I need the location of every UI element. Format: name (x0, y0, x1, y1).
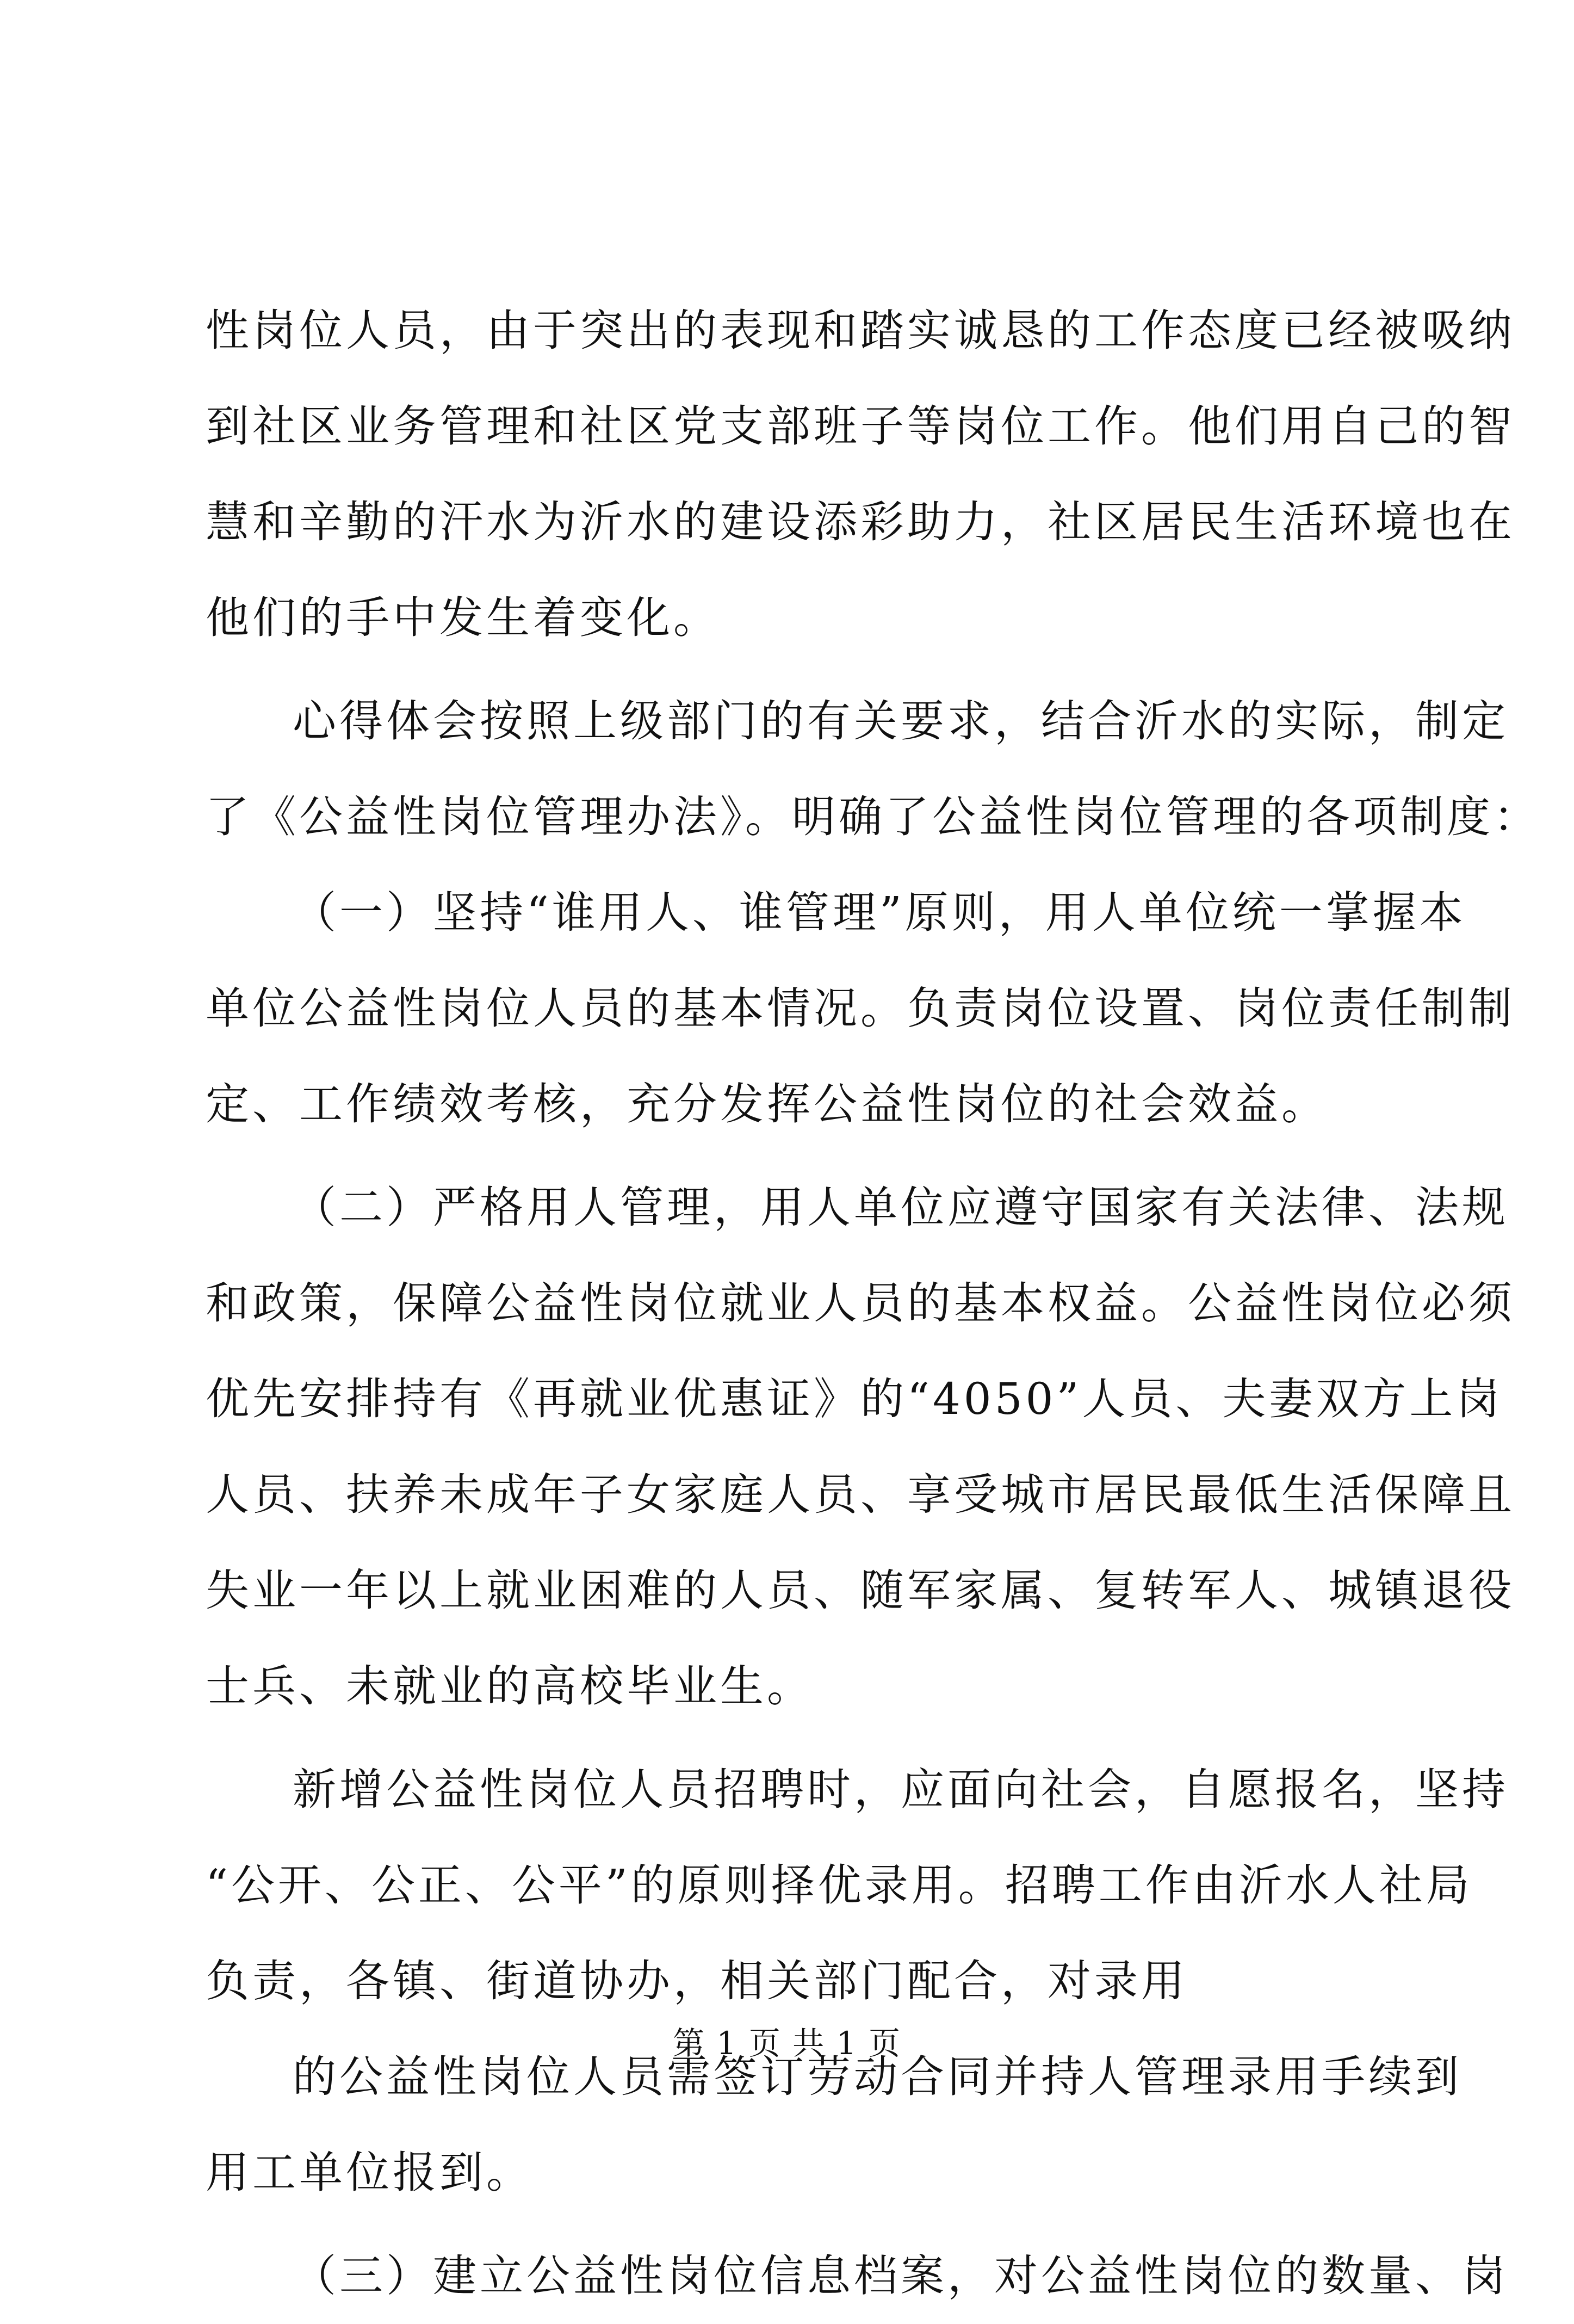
text-line: 慧和辛勤的汗水为沂水的建设添彩助力，社区居民生活环境也在 (206, 497, 1515, 547)
text-line: 优先安排持有《再就业优惠证》的“4050”人员、夫妻双方上岗 (206, 1374, 1503, 1424)
text-line: 士兵、未就业的高校毕业生。 (206, 1661, 814, 1711)
text-line: “公开、公正、公平”的原则择优录用。招聘工作由沂水人社局 (206, 1860, 1473, 1911)
text-line: 新增公益性岗位人员招聘时，应面向社会，自愿报名，坚持 (293, 1764, 1509, 1815)
page-footer: 第 1 页 共 1 页 (673, 2025, 901, 2062)
text-line: 到社区业务管理和社区党支部班子等岗位工作。他们用自己的智 (206, 401, 1515, 452)
text-line: 负责，各镇、街道协办，相关部门配合，对录用 (206, 1956, 1188, 2006)
text-line: 用工单位报到。 (206, 2147, 533, 2198)
text-line: 性岗位人员，由于突出的表现和踏实诚恳的工作态度已经被吸纳 (206, 305, 1515, 356)
text-line: 和政策，保障公益性岗位就业人员的基本权益。公益性岗位必须 (206, 1278, 1515, 1328)
text-line: 失业一年以上就业困难的人员、随军家属、复转军人、城镇退役 (206, 1565, 1515, 1616)
text-line: 了《公益性岗位管理办法》。明确了公益性岗位管理的各项制度： (206, 792, 1540, 842)
text-line: （一）坚持“谁用人、谁管理”原则，用人单位统一掌握本 (293, 887, 1466, 938)
text-line: 他们的手中发生着变化。 (206, 592, 720, 643)
text-line: 的公益性岗位人员需签订劳动合同并持人管理录用手续到 (293, 2051, 1462, 2102)
text-line: （三）建立公益性岗位信息档案，对公益性岗位的数量、岗 (293, 2251, 1509, 2301)
text-line: 心得体会按照上级部门的有关要求，结合沂水的实际，制定 (293, 696, 1509, 746)
text-line: 人员、扶养未成年子女家庭人员、享受城市居民最低生活保障且 (206, 1469, 1515, 1520)
text-line: 定、工作绩效考核，充分发挥公益性岗位的社会效益。 (206, 1079, 1328, 1129)
text-line: 单位公益性岗位人员的基本情况。负责岗位设置、岗位责任制制 (206, 983, 1515, 1034)
document-body (206, 283, 1540, 2324)
text-line: （二）严格用人管理，用人单位应遵守国家有关法律、法规 (293, 1182, 1509, 1233)
